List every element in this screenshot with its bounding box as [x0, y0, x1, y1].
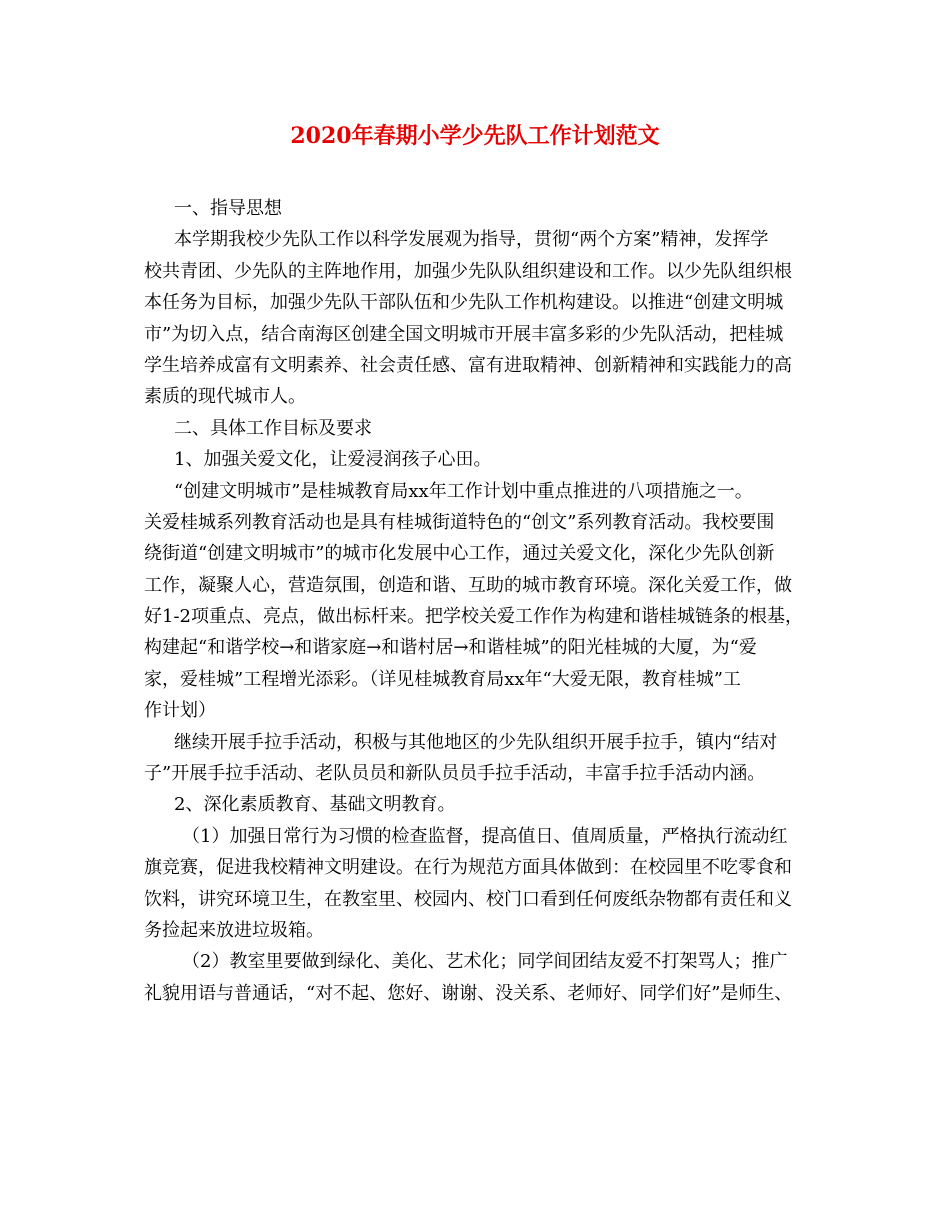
- paragraph-line: 继续开展手拉手活动，积极与其他地区的少先队组织开展手拉手，镇内“结对: [174, 731, 778, 753]
- subsection-heading-care-culture: 1、加强关爱文化，让爱浸润孩子心田。: [174, 449, 492, 471]
- paragraph-line: “创建文明城市”是桂城教育局xx年工作计划中重点推进的八项措施之一。: [174, 480, 753, 502]
- paragraph-line: 子”开展手拉手活动、老队员员和新队员员手拉手活动，丰富手拉手活动内涵。: [144, 763, 766, 785]
- subsection-heading-quality-education: 2、深化素质教育、基础文明教育。: [174, 794, 456, 816]
- paragraph-line: 家，爱桂城”工程增光添彩。（详见桂城教育局xx年“大爱无限，教育桂城”工: [144, 668, 741, 690]
- paragraph-line: 本学期我校少先队工作以科学发展观为指导，贯彻“两个方案”精神，发挥学: [174, 229, 769, 251]
- paragraph-line: 素质的现代城市人。: [144, 386, 306, 408]
- paragraph-line: 关爱桂城系列教育活动也是具有桂城街道特色的“创文”系列教育活动。我校要围: [144, 511, 775, 533]
- paragraph-line: 绕街道“创建文明城市”的城市化发展中心工作，通过关爱文化，深化少先队创新: [144, 543, 775, 565]
- document-body: [144, 193, 824, 1009]
- paragraph-line: 饮料，讲究环境卫生，在教室里、校园内、校门口看到任何废纸杂物都有责任和义: [144, 888, 792, 910]
- paragraph-line: 学生培养成富有文明素养、社会责任感、富有进取精神、创新精神和实践能力的高: [144, 354, 792, 376]
- paragraph-line: （2）教室里要做到绿化、美化、艺术化；同学间团结友爱不打架骂人；推广: [182, 951, 788, 973]
- paragraph-line: 市”为切入点，结合南海区创建全国文明城市开展丰富多彩的少先队活动，把桂城: [144, 323, 784, 345]
- document-title: 2020年春期小学少先队工作计划范文: [290, 123, 660, 149]
- paragraph-line: （1）加强日常行为习惯的检查监督，提高值日、值周质量，严格执行流动红: [182, 825, 788, 847]
- paragraph-line: 校共青团、少先队的主阵地作用，加强少先队队组织建设和工作。以少先队组织根: [144, 260, 792, 282]
- paragraph-line: 旗竞赛，促进我校精神文明建设。在行为规范方面具体做到：在校园里不吃零食和: [144, 857, 792, 879]
- section-heading-goals: 二、具体工作目标及要求: [174, 417, 372, 439]
- paragraph-line: 务捡起来放进垃圾箱。: [144, 919, 324, 941]
- section-heading-guiding-ideology: 一、指导思想: [174, 198, 282, 219]
- paragraph-line: 工作，凝聚人心，营造氛围，创造和谐、互助的城市教育环境。深化关爱工作，做: [144, 574, 792, 596]
- paragraph-line: 礼貌用语与普通话，“对不起、您好、谢谢、没关系、老师好、同学们好”是师生、: [144, 982, 793, 1004]
- paragraph-line: 构建起“和谐学校→和谐家庭→和谐村居→和谐桂城”的阳光桂城的大厦，为“爱: [144, 637, 757, 659]
- paragraph-line: 作计划）: [144, 700, 216, 722]
- paragraph-line: 本任务为目标，加强少先队干部队伍和少先队工作机构建设。以推进“创建文明城: [144, 292, 784, 314]
- paragraph-line: 好1-2项重点、亮点，做出标杆来。把学校关爱工作作为构建和谐桂城链条的根基，: [144, 606, 803, 628]
